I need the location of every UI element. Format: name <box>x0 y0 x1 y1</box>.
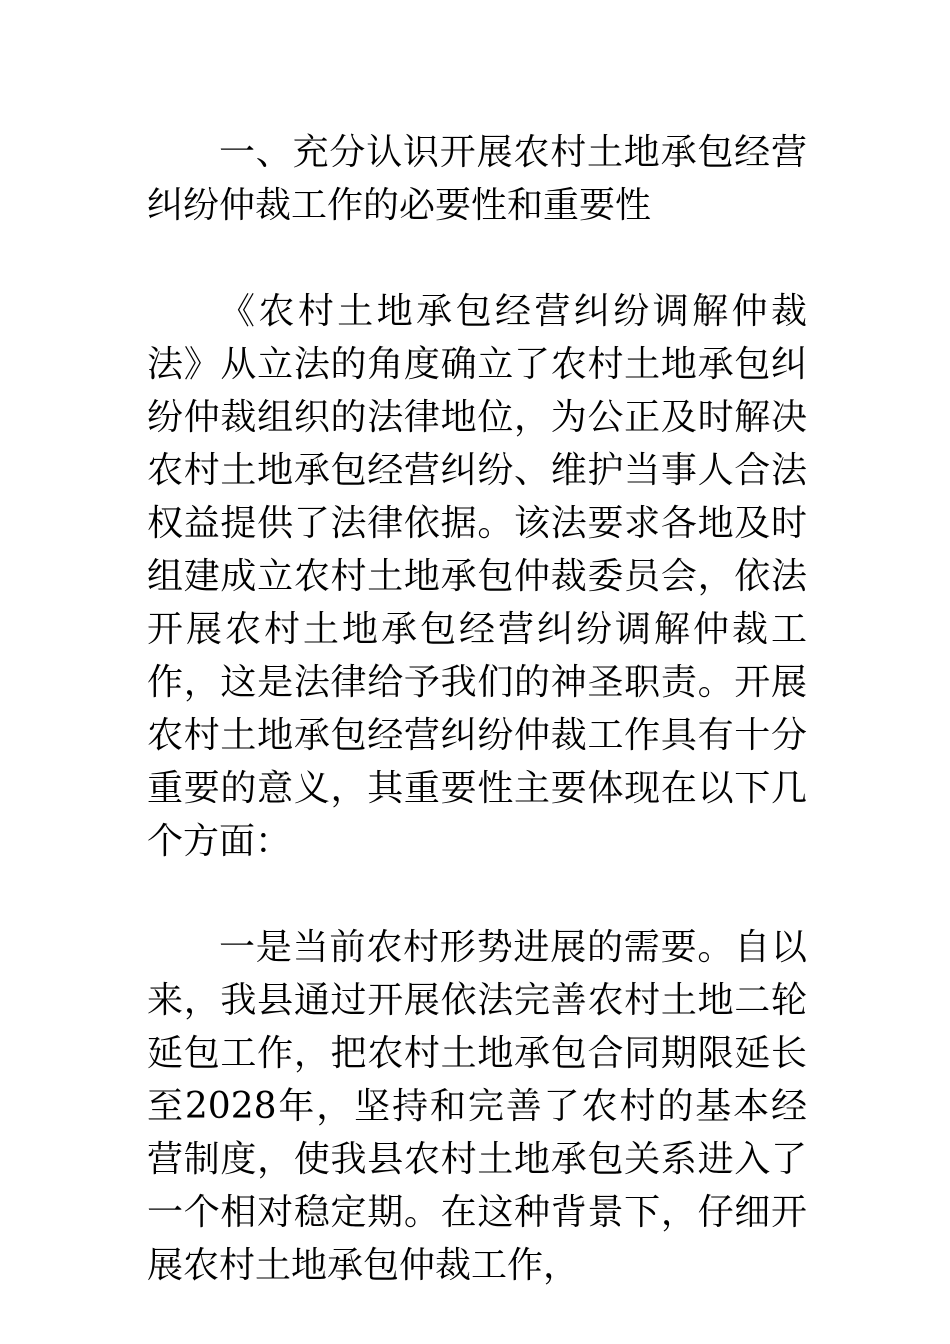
section-heading: 一、充分认识开展农村土地承包经营纠纷仲裁工作的必要性和重要性 <box>147 132 807 226</box>
body-paragraph: 一是当前农村形势进展的需要。自以来，我县通过开展依法完善农村土地二轮延包工作，把农村土地承包合同期限延长至2028年，坚持和完善了农村的基本经营制度，使我县农村土地承包关系进入了一个相对稳定期。在这种背景下，仔细开展农村土地承包仲裁工作， <box>147 927 807 1286</box>
document-body <box>147 126 807 1292</box>
body-paragraph: 《农村土地承包经营纠纷调解仲裁法》从立法的角度确立了农村土地承包纠纷仲裁组织的法律地位，为公正及时解决农村土地承包经营纠纷、维护当事人合法权益提供了法律依据。该法要求各地及时组建成立农村土地承包仲裁委员会，依法开展农村土地承包经营纠纷调解仲裁工作，这是法律给予我们的神圣职责。开展农村土地承包经营纠纷仲裁工作具有十分重要的意义，其重要性主要体现在以下几个方面： <box>147 291 807 862</box>
